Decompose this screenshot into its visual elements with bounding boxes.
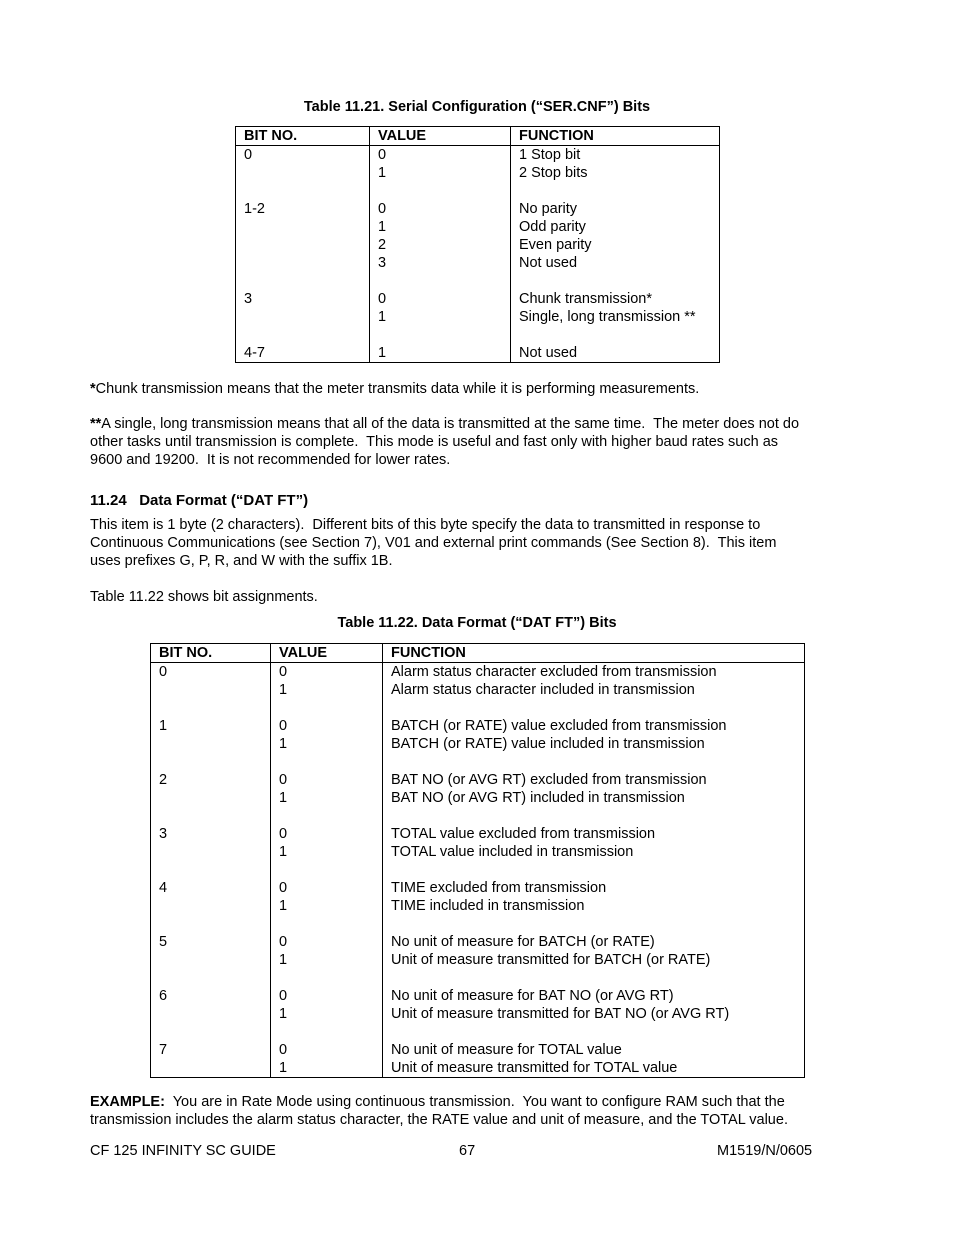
footer-page-number: 67 — [459, 1143, 476, 1159]
section-body — [90, 516, 870, 570]
cell-line: TOTAL value included in transmission — [391, 844, 634, 860]
cell-line: 2 — [378, 237, 387, 253]
cell-line: 1 — [279, 844, 288, 860]
header-value: VALUE — [370, 127, 511, 146]
body-line: Continuous Communications (see Section 7), V01 and external print commands (See Section 8). This item — [90, 535, 777, 551]
note-line: A single, long transmission means that all of the data is transmitted at the same time. The meter does not do — [101, 416, 800, 432]
table-body-row — [236, 146, 720, 363]
header-function: FUNCTION — [383, 644, 805, 663]
table-header-row — [236, 127, 720, 146]
cell-line: 0 — [159, 664, 168, 680]
cell-line — [244, 236, 369, 254]
cell-line: 6 — [159, 988, 168, 1004]
bit-column — [151, 663, 271, 1078]
cell-line — [378, 272, 510, 290]
cell-line — [159, 753, 270, 771]
cell-line: 3 — [244, 291, 253, 307]
cell-line: 4-7 — [244, 345, 265, 361]
cell-line: 0 — [279, 934, 288, 950]
note-line: other tasks until transmission is complete. This mode is useful and fast only with higher baud rates such as — [90, 434, 779, 450]
cell-line: 0 — [279, 772, 288, 788]
cell-line — [279, 861, 382, 879]
cell-line: 0 — [279, 718, 288, 734]
header-function: FUNCTION — [511, 127, 720, 146]
cell-line — [159, 915, 270, 933]
cell-line: 0 — [378, 291, 387, 307]
cell-line: 2 — [159, 772, 168, 788]
cell-line — [519, 272, 719, 290]
cell-line — [159, 681, 270, 699]
table-11-22-caption: Table 11.22. Data Format (“DAT FT”) Bits — [337, 615, 617, 631]
cell-line — [159, 1059, 270, 1077]
cell-line: 1 — [378, 165, 387, 181]
cell-line — [159, 861, 270, 879]
cell-line: 1 — [159, 718, 168, 734]
function-column — [511, 146, 720, 363]
cell-line — [244, 164, 369, 182]
cell-line: 0 — [279, 1042, 288, 1058]
cell-line — [279, 915, 382, 933]
cell-line: 4 — [159, 880, 168, 896]
footer-guide-title: CF 125 INFINITY SC GUIDE — [90, 1143, 276, 1159]
cell-line: 5 — [159, 934, 168, 950]
header-bit-no: BIT NO. — [236, 127, 370, 146]
footer-doc-code: M1519/N/0605 — [717, 1143, 813, 1159]
cell-line — [159, 699, 270, 717]
cell-line: 1 — [279, 790, 288, 806]
example-paragraph — [90, 1093, 890, 1129]
cell-line: No unit of measure for TOTAL value — [391, 1042, 622, 1058]
cell-line: Odd parity — [519, 219, 586, 235]
cell-line: Unit of measure transmitted for BATCH (or RATE) — [391, 952, 711, 968]
cell-line: 1 — [279, 1006, 288, 1022]
cell-line — [391, 915, 804, 933]
cell-line: Single, long transmission ** — [519, 309, 696, 325]
example-line: You are in Rate Mode using continuous transmission. You want to configure RAM such that the — [164, 1094, 785, 1110]
cell-line: 1 Stop bit — [519, 147, 581, 163]
cell-line: 7 — [159, 1042, 168, 1058]
cell-line — [519, 182, 719, 200]
cell-line — [159, 843, 270, 861]
cell-line — [378, 182, 510, 200]
section-heading: 11.24 Data Format (“DAT FT”) — [90, 492, 309, 509]
cell-line: 1 — [378, 219, 387, 235]
cell-line — [279, 753, 382, 771]
cell-line: 0 — [378, 201, 387, 217]
cell-line: 3 — [378, 255, 387, 271]
cell-line: No parity — [519, 201, 578, 217]
data-format-table — [150, 643, 805, 1078]
cell-line: 1-2 — [244, 201, 265, 217]
cell-line: Unit of measure transmitted for TOTAL value — [391, 1060, 678, 1076]
cell-line: No unit of measure for BAT NO (or AVG RT) — [391, 988, 674, 1004]
cell-line — [159, 969, 270, 987]
cell-line: Even parity — [519, 237, 592, 253]
cell-line: Unit of measure transmitted for BAT NO (or AVG RT) — [391, 1006, 730, 1022]
serial-config-table — [235, 126, 720, 363]
body-line: This item is 1 byte (2 characters). Different bits of this byte specify the data to transmitted in response to — [90, 517, 761, 533]
note-single-long — [90, 415, 870, 469]
cell-line: Not used — [519, 255, 578, 271]
example-label: EXAMPLE: — [90, 1094, 165, 1110]
example-line: transmission includes the alarm status character, the RATE value and unit of measure, and the TOTAL value. — [90, 1112, 788, 1128]
header-bit-no: BIT NO. — [151, 644, 271, 663]
cell-line — [279, 699, 382, 717]
cell-line — [378, 326, 510, 344]
cell-line — [159, 789, 270, 807]
table-body-row — [151, 663, 805, 1078]
cell-line — [159, 735, 270, 753]
header-value: VALUE — [271, 644, 383, 663]
cell-line: 1 — [279, 682, 288, 698]
cell-line — [391, 969, 804, 987]
cell-line: No unit of measure for BATCH (or RATE) — [391, 934, 655, 950]
body-line: uses prefixes G, P, R, and W with the suffix 1B. — [90, 553, 393, 569]
cell-line: 1 — [279, 952, 288, 968]
cell-line — [519, 326, 719, 344]
cell-line: 3 — [159, 826, 168, 842]
note-marker: ** — [90, 416, 102, 432]
cell-line — [391, 807, 804, 825]
cell-line: 0 — [279, 664, 288, 680]
cell-line: BATCH (or RATE) value included in transmission — [391, 736, 705, 752]
cell-line: 0 — [279, 880, 288, 896]
cell-line — [279, 1023, 382, 1041]
cell-line — [159, 951, 270, 969]
function-column — [383, 663, 805, 1078]
cell-line: BAT NO (or AVG RT) included in transmission — [391, 790, 685, 806]
cell-line: TIME excluded from transmission — [391, 880, 607, 896]
cell-line: Alarm status character excluded from transmission — [391, 664, 717, 680]
note-line: 9600 and 19200. It is not recommended for lower rates. — [90, 452, 451, 468]
cell-line — [159, 1005, 270, 1023]
table-reference: Table 11.22 shows bit assignments. — [90, 589, 318, 605]
cell-line — [159, 897, 270, 915]
note-chunk — [90, 380, 870, 398]
cell-line — [159, 807, 270, 825]
cell-line — [279, 807, 382, 825]
table-11-21-caption: Table 11.21. Serial Configuration (“SER.CNF”) Bits — [303, 99, 651, 115]
cell-line — [244, 218, 369, 236]
cell-line: BATCH (or RATE) value excluded from transmission — [391, 718, 727, 734]
value-column — [370, 146, 511, 363]
cell-line — [391, 753, 804, 771]
note-text: Chunk transmission means that the meter transmits data while it is performing measurements. — [95, 381, 700, 397]
cell-line — [391, 699, 804, 717]
cell-line — [244, 254, 369, 272]
cell-line — [279, 969, 382, 987]
cell-line: 1 — [279, 898, 288, 914]
cell-line — [391, 1023, 804, 1041]
cell-line: 1 — [378, 309, 387, 325]
note-marker: * — [90, 381, 96, 397]
cell-line — [244, 326, 369, 344]
cell-line — [244, 182, 369, 200]
cell-line: 0 — [279, 988, 288, 1004]
cell-line: BAT NO (or AVG RT) excluded from transmission — [391, 772, 707, 788]
cell-line: 0 — [279, 826, 288, 842]
cell-line — [244, 272, 369, 290]
cell-line — [159, 1023, 270, 1041]
cell-line: Chunk transmission* — [519, 291, 652, 307]
cell-line: TOTAL value excluded from transmission — [391, 826, 656, 842]
cell-line: 0 — [244, 147, 253, 163]
cell-line: 1 — [378, 345, 387, 361]
cell-line: Alarm status character included in transmission — [391, 682, 695, 698]
cell-line — [391, 861, 804, 879]
bit-column — [236, 146, 370, 363]
cell-line — [244, 308, 369, 326]
value-column — [271, 663, 383, 1078]
cell-line: 2 Stop bits — [519, 165, 588, 181]
cell-line: TIME included in transmission — [391, 898, 585, 914]
table-header-row — [151, 644, 805, 663]
cell-line: 1 — [279, 1060, 288, 1076]
cell-line: 1 — [279, 736, 288, 752]
cell-line: Not used — [519, 345, 578, 361]
cell-line: 0 — [378, 147, 387, 163]
